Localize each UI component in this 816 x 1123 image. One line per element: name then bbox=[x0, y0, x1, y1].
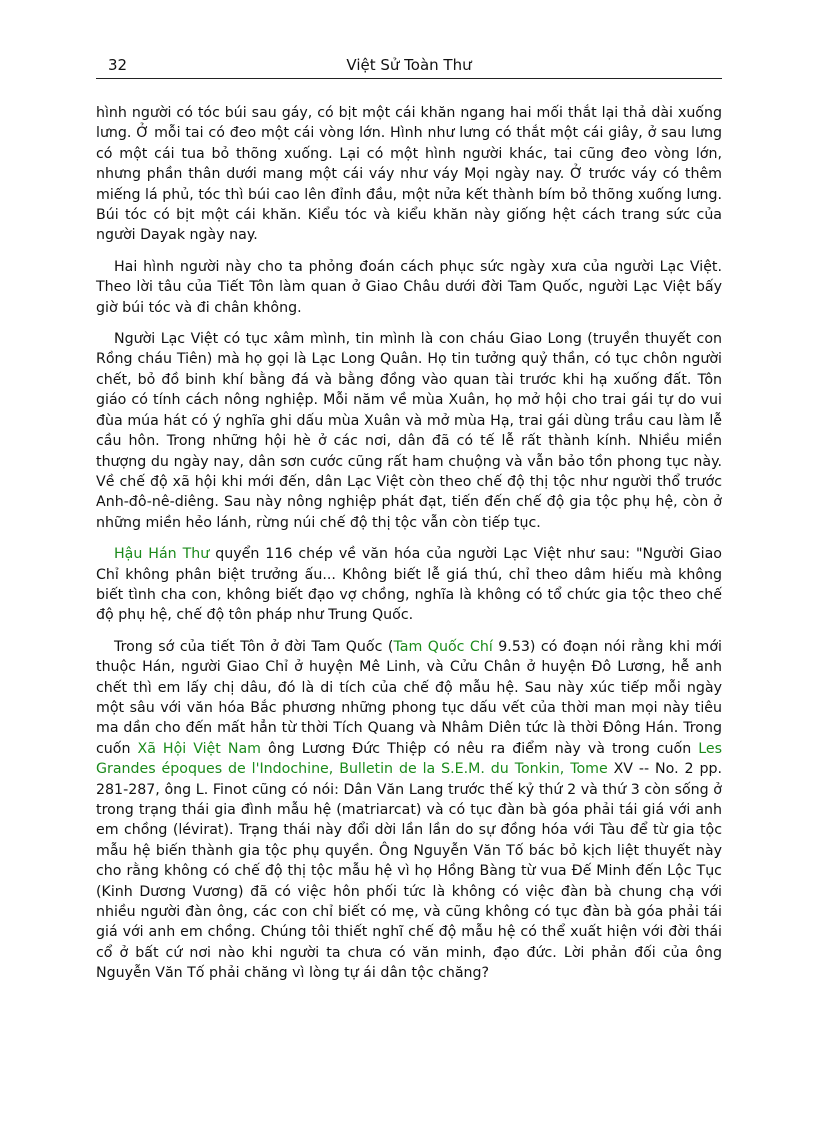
page-header bbox=[96, 56, 722, 80]
header-divider bbox=[96, 78, 722, 79]
paragraph-5-text-d: XV -- No. 2 pp. 281-287, ông L. Finot cũng có nói: Dân Văn Lang trước thế kỷ thứ 2 và thứ 3 còn sống ở trong trạng thái gia đình mẫu hệ (matriarcat) và có tục đàn bà góa phải tái giá với anh em chồng (lévirat). Trạng thái này đổi dời lần lần do sự đồng hóa với Tàu để từ gia tộc mẫu hệ biến thành gia tộc phụ quyền. Ông Nguyễn Văn Tố bác bỏ kịch liệt thuyết này cho rằng không có chế độ thị tộc mẫu hệ vì họ Hồng Bàng từ vua Đế Minh đến Lộc Tục (Kinh Dương Vương) đã có việc hôn phối tức là không có việc đàn bà chung chạ với nhiều người đàn ông, các con chỉ biết có mẹ, và cũng không có tục đàn bà góa phải tái giá với anh em chồng. Chúng tôi thiết nghĩ chế độ mẫu hệ có thể xuất hiện với đời thái cổ ở bất cứ nơi nào khi người ta chưa có văn minh, đạo đức. Lời phản đối của ông Nguyễn Văn Tố phải chăng vì lòng tự ái dân tộc chăng? bbox=[96, 761, 722, 982]
body-text bbox=[96, 103, 722, 995]
paragraph-3: Người Lạc Việt có tục xâm mình, tin mình là con cháu Giao Long (truyền thuyết con Rồng cháu Tiên) mà họ gọi là Lạc Long Quân. Họ tin tưởng quỷ thần, có tục chôn người chết, bỏ đồ binh khí bằng đá và bằng đồng vào quan tài trước khi hạ xuống đất. Tôn giáo có tính cách nông nghiệp. Mỗi năm về mùa Xuân, họ mở hội cho trai gái tự do vui đùa múa hát có ý nghĩa ghi dấu mùa Xuân và mở mùa Hạ, trai gái dùng trầu cau làm lễ cầu hôn. Trong những hội hè ở các nơi, dân đã có tế lễ rất thành kính. Nhiều miền thượng du ngày nay, dân sơn cước cũng rất ham chuộng và vẫn bảo tồn phong tục này. Về chế độ xã hội khi mới đến, dân Lạc Việt còn theo chế độ thị tộc như người thổ trước Anh-đô-nê-diêng. Sau này nông nghiệp phát đạt, tiến đến chế độ gia tộc phụ hệ, còn ở những miền hẻo lánh, rừng núi chế độ thị tộc vẫn còn tiếp tục. bbox=[96, 331, 722, 531]
reference-hau-han-thu: Hậu Hán Thư bbox=[114, 546, 210, 563]
paragraph-5 bbox=[96, 637, 722, 984]
paragraph-5-text-b: 9.53) có đoạn nói rằng khi mới thuộc Hán, người Giao Chỉ ở huyện Mê Linh, và Cửu Chân ở huyện Đô Lương, hễ anh chết thì em lấy chị dâu, đó là di tích của chế độ mẫu hệ. Sau này xúc tiếp mỗi ngày một sâu với văn hóa Bắc phương những phong tục dấu vết của thời man mọi này tiêu ma dần cho đến mất hẳn từ thời Tích Quang và Nhâm Diên tức là thời Đông Hán. Trong cuốn bbox=[96, 638, 723, 757]
running-title: Việt Sử Toàn Thư bbox=[346, 56, 472, 74]
paragraph-4-text: quyển 116 chép về văn hóa của người Lạc Việt như sau: "Người Giao Chỉ không phân biệt trưởng ấu... Không biết lễ giá thú, chỉ theo dâm hiếu mà không biết tình cha con, không biết đạo vợ chồng, nghĩa là không có tổ chức gia tộc theo chế độ phụ hệ, chế độ tôn pháp như Trung Quốc. bbox=[96, 546, 722, 624]
paragraph-1: hình người có tóc búi sau gáy, có bịt một cái khăn ngang hai mối thắt lại thả dài xuống lưng. Ở mỗi tai có đeo một cái vòng lớn. Hình như lưng có thắt một cái giây, ở sau lưng có một cái tua bỏ thõng xuống. Lại có một hình người khác, tai cũng đeo vòng lớn, nhưng phần thân dưới mang một cái váy như váy Mọi ngày nay. Ở trước váy có thêm miếng lá phủ, tóc thì búi cao lên đỉnh đầu, một nửa kết thành bím bỏ thõng xuống lưng. Búi tóc có bịt một cái khăn. Kiểu tóc và kiểu khăn này giống hệt cách trang sức của người Dayak ngày nay. bbox=[96, 105, 722, 244]
reference-tam-quoc-chi: Tam Quốc Chí bbox=[393, 638, 493, 655]
reference-xa-hoi-viet-nam: Xã Hội Việt Nam bbox=[137, 740, 261, 757]
paragraph-4 bbox=[96, 544, 722, 626]
page-number: 32 bbox=[108, 56, 128, 74]
paragraph-5-text-a: Trong sớ của tiết Tôn ở đời Tam Quốc ( bbox=[114, 638, 394, 655]
paragraph-5-text-c: ông Lương Đức Thiệp có nêu ra điểm này và trong cuốn bbox=[261, 740, 699, 757]
reference-les-grandes-epoques: Les Grandes époques de l'Indochine, Bulletin de la S.E.M. du Tonkin, Tome bbox=[96, 740, 722, 778]
paragraph-2: Hai hình người này cho ta phỏng đoán cách phục sức ngày xưa của người Lạc Việt. Theo lời tâu của Tiết Tôn làm quan ở Giao Châu dưới đời Tam Quốc, người Lạc Việt bấy giờ búi tóc và đi chân không. bbox=[96, 258, 722, 316]
